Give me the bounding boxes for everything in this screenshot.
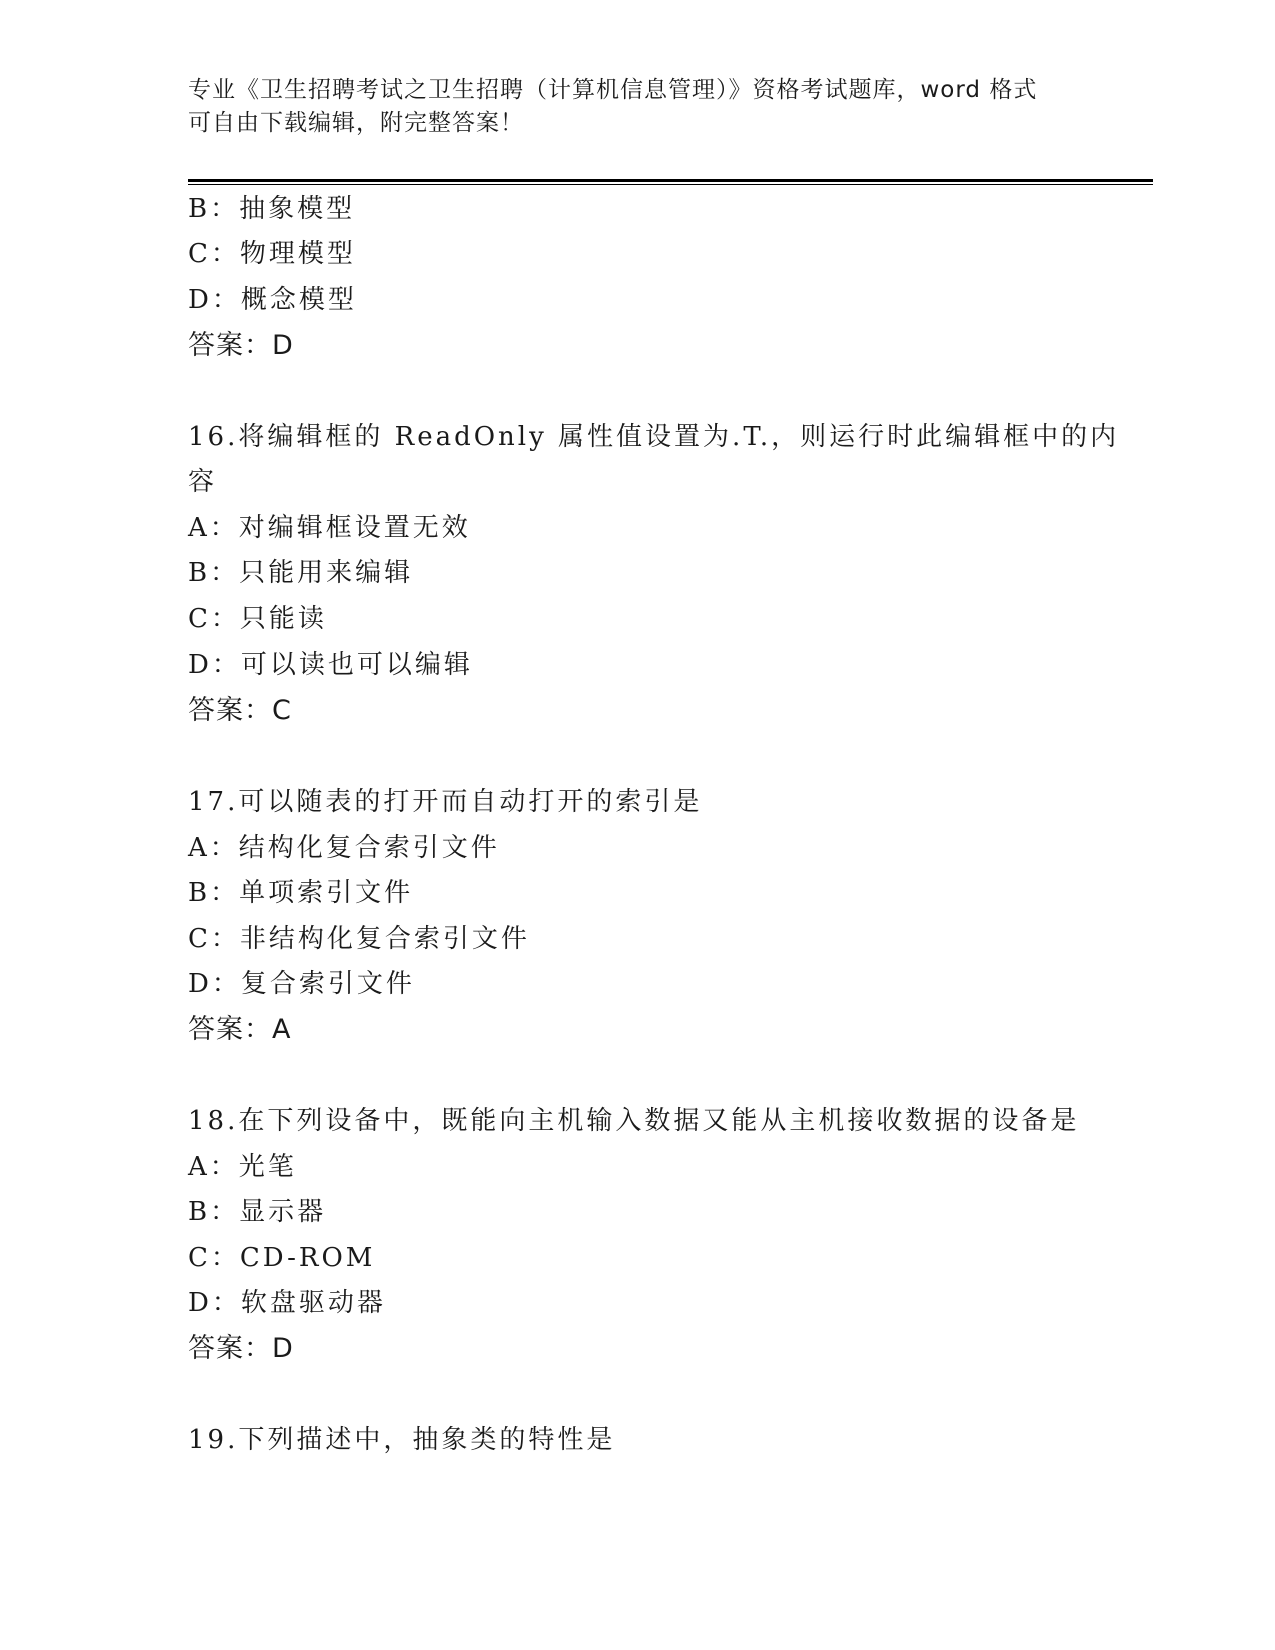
option-b: B：显示器	[188, 1197, 327, 1227]
answer: 答案：C	[188, 695, 292, 726]
option-d: D：复合索引文件	[188, 969, 415, 999]
option-b: B：抽象模型	[188, 194, 356, 224]
header-rule-thin	[188, 184, 1153, 185]
option-a: A：结构化复合索引文件	[188, 833, 500, 863]
option-d: D：概念模型	[188, 285, 357, 315]
question-stem: 17.可以随表的打开而自动打开的索引是	[188, 787, 703, 817]
answer: 答案：A	[188, 1014, 292, 1045]
header-rule-thick	[188, 179, 1153, 182]
option-d: D：可以读也可以编辑	[188, 650, 473, 680]
option-b: B：只能用来编辑	[188, 558, 414, 588]
option-a: A：光笔	[188, 1152, 297, 1182]
option-b: B：单项索引文件	[188, 878, 414, 908]
option-c: C：物理模型	[188, 239, 356, 269]
option-c: C：只能读	[188, 604, 327, 634]
option-c: C：非结构化复合索引文件	[188, 924, 530, 954]
question-stem-continued: 容	[188, 467, 218, 497]
header-line-1: 专业《卫生招聘考试之卫生招聘（计算机信息管理）》资格考试题库，word 格式	[188, 77, 1038, 103]
document-header	[188, 74, 1088, 140]
answer: 答案：D	[188, 1333, 294, 1364]
option-d: D：软盘驱动器	[188, 1288, 386, 1318]
question-stem: 19.下列描述中，抽象类的特性是	[188, 1425, 616, 1455]
question-stem: 18.在下列设备中，既能向主机输入数据又能从主机接收数据的设备是	[188, 1106, 1080, 1136]
header-line-2: 可自由下载编辑，附完整答案！	[188, 110, 524, 136]
option-a: A：对编辑框设置无效	[188, 513, 471, 543]
option-c: C：CD-ROM	[188, 1243, 376, 1273]
question-stem: 16.将编辑框的 ReadOnly 属性值设置为.T.，则运行时此编辑框中的内	[188, 422, 1120, 452]
answer: 答案：D	[188, 330, 294, 361]
